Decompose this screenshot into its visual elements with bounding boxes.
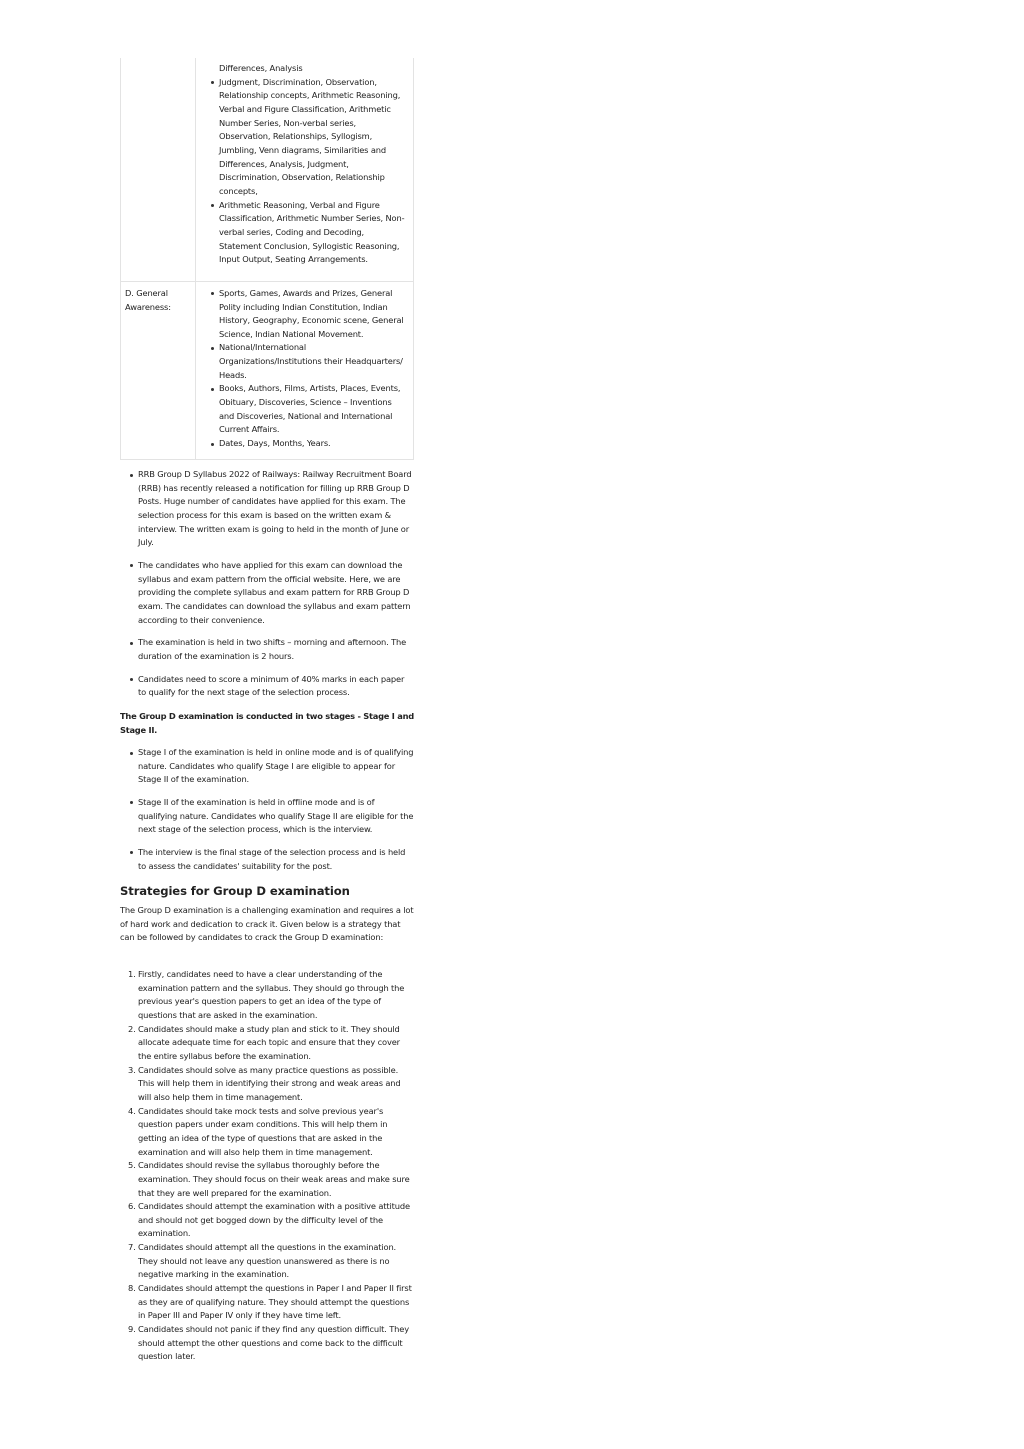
step-text: Candidates should attempt all the questions in the examination. They should not leave any question unanswered as there is no negative marking in the examination.: [138, 1242, 397, 1280]
strategy-step: [128, 1105, 414, 1160]
stages-list-section: [120, 746, 414, 882]
strategies-intro-block: [120, 904, 414, 945]
step-text: Candidates should not panic if they find any question difficult. They should attempt the other questions and come back to the difficult question later.: [138, 1324, 409, 1362]
list-item: The examination is held in two shifts – morning and afternoon. The duration of the examination is 2 hours.: [138, 636, 414, 663]
step-number: 3.: [128, 1064, 136, 1075]
strategies-steps: [120, 968, 414, 1364]
subject-cell: D. General Awareness:: [121, 281, 196, 459]
list-item: Dates, Days, Months, Years.: [219, 437, 407, 451]
overview-list: [120, 468, 414, 700]
step-text: Candidates should take mock tests and solve previous year's question papers under exam conditions. This will help them in getting an idea of the type of questions that are asked in the examination and will also help them in time management.: [138, 1105, 388, 1157]
strategies-intro: The Group D examination is a challenging examination and requires a lot of hard work and dedication to crack it. Given below is a strategy that can be followed by candidates to crack the Group D examination:: [120, 905, 414, 943]
topic-list: [196, 62, 407, 267]
step-number: 8.: [128, 1283, 136, 1294]
list-item: Books, Authors, Films, Artists, Places, Events, Obituary, Discoveries, Science – Inventions and Discoveries, National and International Current Affairs.: [219, 382, 407, 437]
table-row: [121, 58, 414, 281]
step-number: 9.: [128, 1324, 136, 1335]
step-number: 2.: [128, 1023, 136, 1034]
step-text: Candidates should attempt the examination with a positive attitude and should not get bogged down by the difficulty level of the examination.: [138, 1201, 410, 1239]
list-item: Judgment, Discrimination, Observation, Relationship concepts, Arithmetic Reasoning, Verbal and Figure Classification, Arithmetic Number Series, Non-verbal series, Observation, Relationships, Syllogism, Jumbling, Venn diagrams, Similarities and Differences, Analysis, Judgment, Discrimination, Observation, Relationship concepts,: [219, 76, 407, 199]
topics-cell: [196, 281, 414, 459]
topics-cell: [196, 58, 414, 281]
strategy-step: [128, 1159, 414, 1200]
step-text: Firstly, candidates need to have a clear understanding of the examination pattern and the syllabus. They should go through the previous year's question papers to get an idea of the type of questions that are asked in the examination.: [138, 969, 405, 1020]
strategies-title: Strategies for Group D examination: [120, 884, 350, 898]
overview-section: [120, 468, 414, 709]
subject-cell: [121, 58, 196, 281]
stages-section: [120, 710, 414, 737]
step-text: Candidates should revise the syllabus thoroughly before the examination. They should focus on their weak areas and make sure that they are well prepared for the examination.: [138, 1160, 410, 1198]
list-item: National/International Organizations/Institutions their Headquarters/ Heads.: [219, 341, 407, 382]
syllabus-table: [120, 58, 414, 460]
list-item: Sports, Games, Awards and Prizes, General Polity including Indian Constitution, Indian History, Geography, Economic scene, General Science, Indian National Movement.: [219, 287, 407, 342]
strategy-step: [128, 1023, 414, 1064]
list-item: Differences, Analysis: [219, 63, 303, 73]
list-item: RRB Group D Syllabus 2022 of Railways: Railway Recruitment Board (RRB) has recently released a notification for filling up RRB Group D Posts. Huge number of candidates have applied for this exam. The selection process for this exam is based on the written exam & interview. The written exam is going to held in the month of June or July.: [138, 468, 414, 550]
list-item: The interview is the final stage of the selection process and is held to assess the candidates' suitability for the post.: [138, 846, 414, 873]
step-number: 6.: [128, 1201, 136, 1212]
step-number: 1.: [128, 969, 136, 979]
strategy-step: [128, 1282, 414, 1323]
list-item: The candidates who have applied for this exam can download the syllabus and exam pattern from the official website. Here, we are providing the complete syllabus and exam pattern for RRB Group D exam. The candidates can download the syllabus and exam pattern according to their convenience.: [138, 559, 414, 627]
strategies-section: [120, 884, 414, 899]
strategy-step: [128, 968, 414, 1023]
stages-list: [120, 746, 414, 873]
list-item: Stage II of the examination is held in offline mode and is of qualifying nature. Candidates who qualify Stage II are eligible for the next stage of the selection process, which is the interview.: [138, 796, 414, 837]
table-row: [121, 281, 414, 459]
stages-heading: The Group D examination is conducted in two stages - Stage I and Stage II.: [120, 711, 414, 735]
strategies-steps-block: [120, 968, 414, 1364]
step-number: 4.: [128, 1105, 136, 1116]
list-item: Stage I of the examination is held in online mode and is of qualifying nature. Candidates who qualify Stage I are eligible to appear for Stage II of the examination.: [138, 746, 414, 787]
strategy-step: [128, 1323, 414, 1364]
strategy-step: [128, 1241, 414, 1282]
strategy-step: [128, 1064, 414, 1105]
step-number: 7.: [128, 1242, 136, 1253]
topic-list: [196, 287, 407, 451]
step-text: Candidates should make a study plan and stick to it. They should allocate adequate time for each topic and ensure that they cover the entire syllabus before the examination.: [138, 1023, 400, 1061]
strategy-step: [128, 1200, 414, 1241]
step-text: Candidates should attempt the questions in Paper I and Paper II first as they are of qualifying nature. They should attempt the questions in Paper III and Paper IV only if they have time left.: [138, 1283, 412, 1321]
list-item: Candidates need to score a minimum of 40% marks in each paper to qualify for the next stage of the selection process.: [138, 673, 414, 700]
step-number: 5.: [128, 1160, 136, 1171]
list-item: Arithmetic Reasoning, Verbal and Figure Classification, Arithmetic Number Series, Non-verbal series, Coding and Decoding, Statement Conclusion, Syllogistic Reasoning, Input Output, Seating Arrangements.: [219, 199, 407, 267]
step-text: Candidates should solve as many practice questions as possible. This will help them in identifying their strong and weak areas and will also help them in time management.: [138, 1064, 401, 1102]
